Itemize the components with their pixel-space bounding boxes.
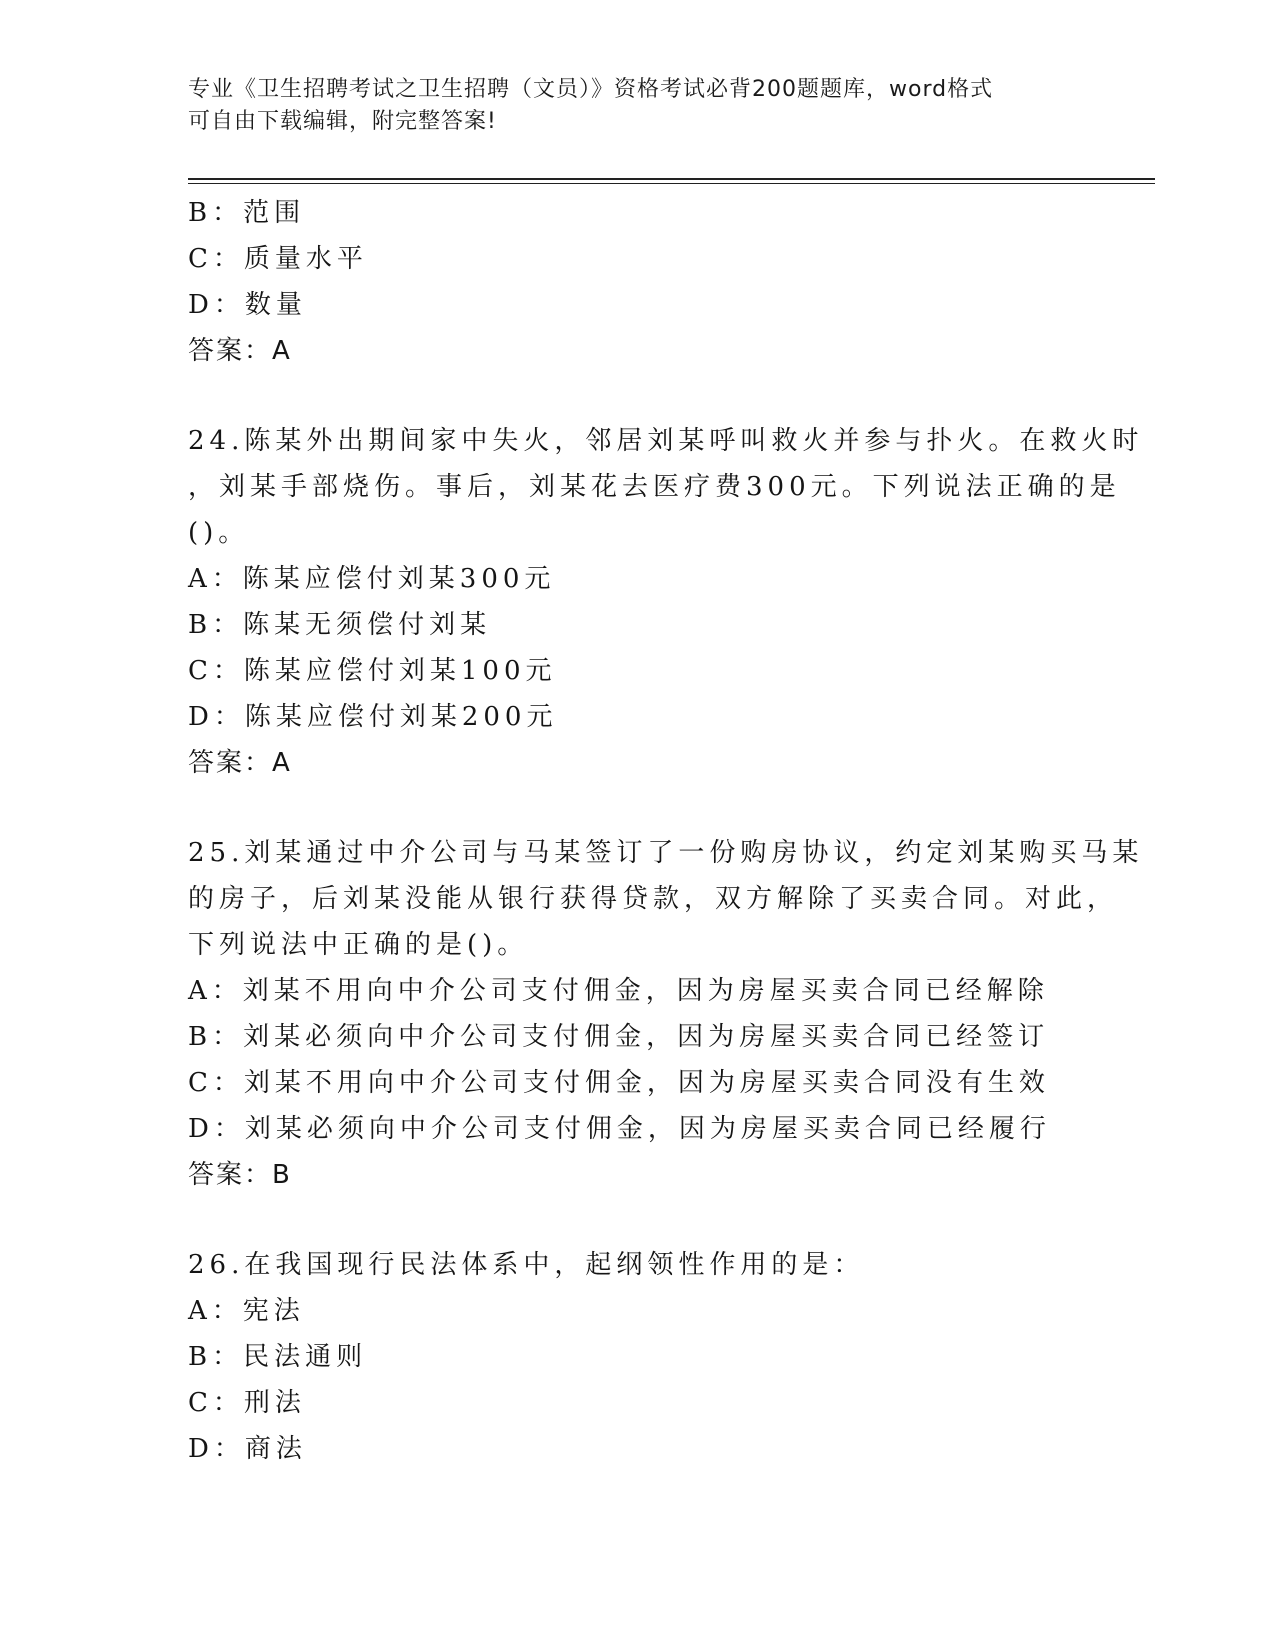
spacer (188, 786, 1088, 830)
question-stem-line: 下列说法中正确的是()。 (188, 930, 529, 960)
question-stem-line: 的房子，后刘某没能从银行获得贷款，双方解除了买卖合同。对此， (188, 884, 1119, 914)
option-b: B：刘某必须向中介公司支付佣金，因为房屋买卖合同已经签订 (188, 1022, 1050, 1052)
answer-line: 答案：B (188, 1160, 292, 1190)
question-list (188, 190, 1144, 1472)
spacer (188, 1198, 1088, 1242)
question-stem-line: 25.刘某通过中介公司与马某签订了一份购房协议，约定刘某购买马某 (188, 838, 1144, 868)
option-d: D：刘某必须向中介公司支付佣金，因为房屋买卖合同已经履行 (188, 1114, 1051, 1144)
question-stem-line: ，刘某手部烧伤。事后，刘某花去医疗费300元。下列说法正确的是 (188, 472, 1121, 502)
question-25 (188, 830, 1144, 1198)
option-d: D：陈某应偿付刘某200元 (188, 702, 558, 732)
answer-line: 答案：A (188, 336, 292, 366)
option-b: B：陈某无须偿付刘某 (188, 610, 492, 640)
option-a: A：陈某应偿付刘某300元 (188, 564, 556, 594)
option-b: B：民法通则 (188, 1342, 368, 1372)
option-d: D：商法 (188, 1434, 307, 1464)
option-c: C：陈某应偿付刘某100元 (188, 656, 557, 686)
option-c: C：刘某不用向中介公司支付佣金，因为房屋买卖合同没有生效 (188, 1068, 1050, 1098)
option-c: C：刑法 (188, 1388, 306, 1418)
question-24 (188, 418, 1144, 786)
option-b: B：范围 (188, 198, 306, 228)
header-line-2: 可自由下载编辑，附完整答案! (188, 109, 497, 134)
document-header (188, 74, 1088, 138)
header-line-1: 专业《卫生招聘考试之卫生招聘（文员）》资格考试必背200题题库，word格式 (188, 77, 994, 102)
answer-line: 答案：A (188, 748, 292, 778)
option-c: C：质量水平 (188, 244, 368, 274)
header-divider-thick (188, 178, 1155, 180)
option-a: A：刘某不用向中介公司支付佣金，因为房屋买卖合同已经解除 (188, 976, 1049, 1006)
option-d: D：数量 (188, 290, 307, 320)
spacer (188, 374, 1088, 418)
question-26 (188, 1242, 1088, 1472)
option-a: A：宪法 (188, 1296, 305, 1326)
header-divider-thin (188, 183, 1155, 184)
question-23 (188, 190, 1088, 374)
question-stem-line: 24.陈某外出期间家中失火，邻居刘某呼叫救火并参与扑火。在救火时 (188, 426, 1144, 456)
question-stem-line: ()。 (188, 518, 250, 548)
question-stem-line: 26.在我国现行民法体系中，起纲领性作用的是： (188, 1250, 865, 1280)
